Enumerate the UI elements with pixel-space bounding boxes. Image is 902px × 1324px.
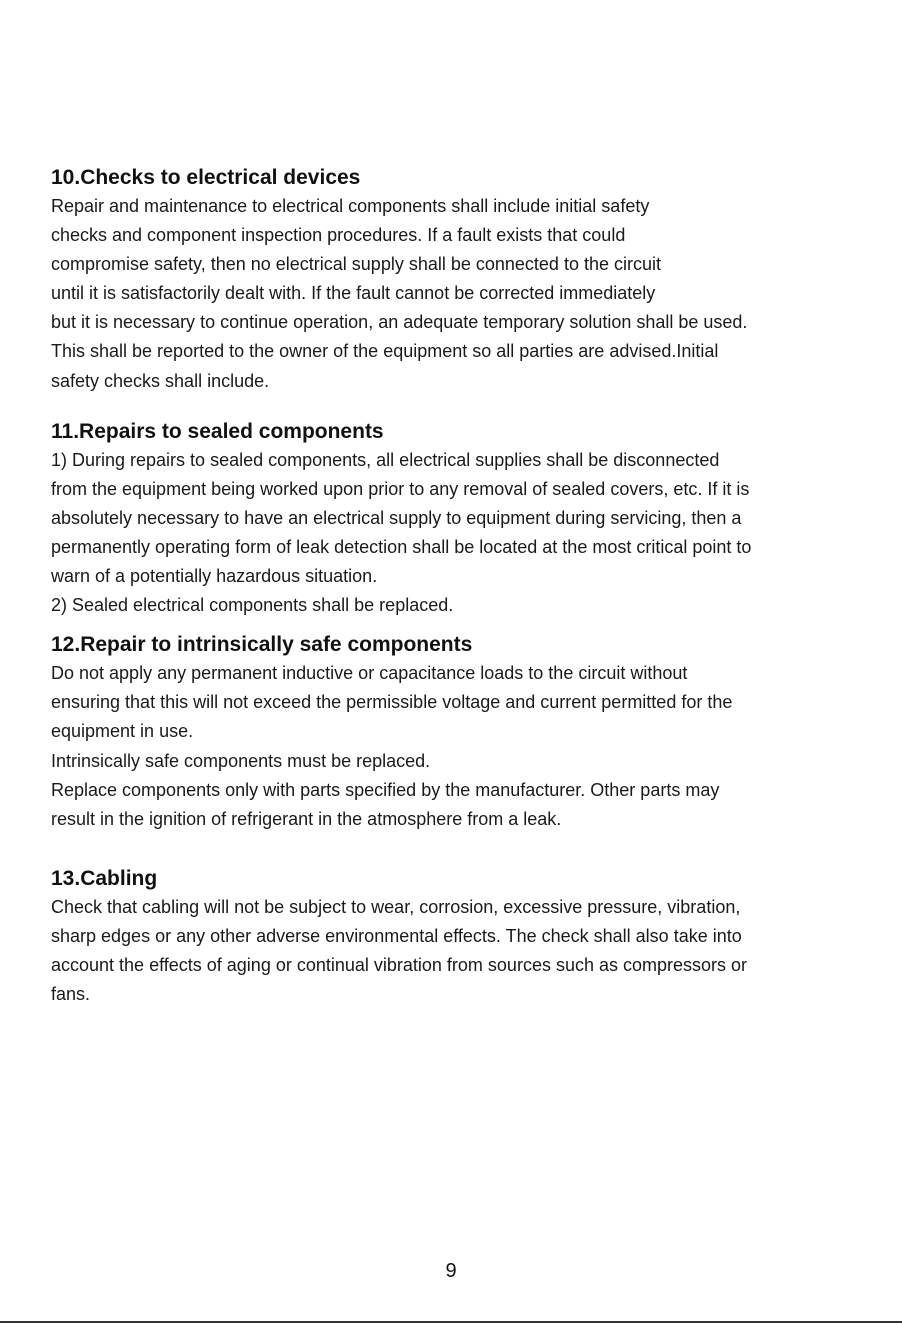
section-spacer [51,834,851,864]
body-line: Intrinsically safe components must be replaced. [51,750,431,771]
section-repairs-sealed-components [51,417,851,621]
body-line: account the effects of aging or continual vibration from sources such as compressors or [51,954,748,975]
body-line: sharp edges or any other adverse environmental effects. The check shall also take into [51,925,742,946]
section-title: 10.Checks to electrical devices [51,166,361,189]
body-line: absolutely necessary to have an electrical supply to equipment during servicing, then a [51,507,742,528]
section-spacer [51,620,851,630]
body-line: This shall be reported to the owner of the equipment so all parties are advised.Initial [51,341,719,362]
body-line: checks and component inspection procedures. If a fault exists that could [51,225,626,246]
body-line: Do not apply any permanent inductive or capacitance loads to the circuit without [51,663,688,684]
body-line: warn of a potentially hazardous situation. [51,566,378,587]
section-cabling [51,864,851,1009]
body-line: until it is satisfactorily dealt with. If the fault cannot be corrected immediately [51,283,656,304]
body-line: compromise safety, then no electrical supply shall be connected to the circuit [51,254,661,275]
body-line: safety checks shall include. [51,370,270,391]
body-line: 2) Sealed electrical components shall be replaced. [51,595,454,616]
body-line: permanently operating form of leak detection shall be located at the most critical point to [51,536,752,557]
body-line: fans. [51,984,91,1005]
bottom-rule [0,1321,902,1323]
section-title: 11.Repairs to sealed components [51,419,384,443]
section-title: 13.Cabling [51,866,158,890]
section-title: 12.Repair to intrinsically safe components [51,633,473,657]
section-repair-intrinsically-safe [51,630,851,834]
body-line: Replace components only with parts specified by the manufacturer. Other parts may [51,779,720,800]
body-line: from the equipment being worked upon prior to any removal of sealed covers, etc. If it is [51,478,750,499]
body-line: Repair and maintenance to electrical components shall include initial safety [51,196,650,216]
section-spacer [51,396,851,417]
body-line: equipment in use. [51,721,194,742]
body-line: Check that cabling will not be subject to wear, corrosion, excessive pressure, vibration, [51,896,741,917]
document-page [51,163,851,1009]
section-checks-electrical-devices [51,163,851,396]
body-line: 1) During repairs to sealed components, all electrical supplies shall be disconnected [51,449,720,470]
body-line: ensuring that this will not exceed the permissible voltage and current permitted for the [51,692,733,713]
body-line: but it is necessary to continue operation, an adequate temporary solution shall be used. [51,312,748,333]
page-number: 9 [445,1260,457,1282]
body-line: result in the ignition of refrigerant in the atmosphere from a leak. [51,808,562,829]
